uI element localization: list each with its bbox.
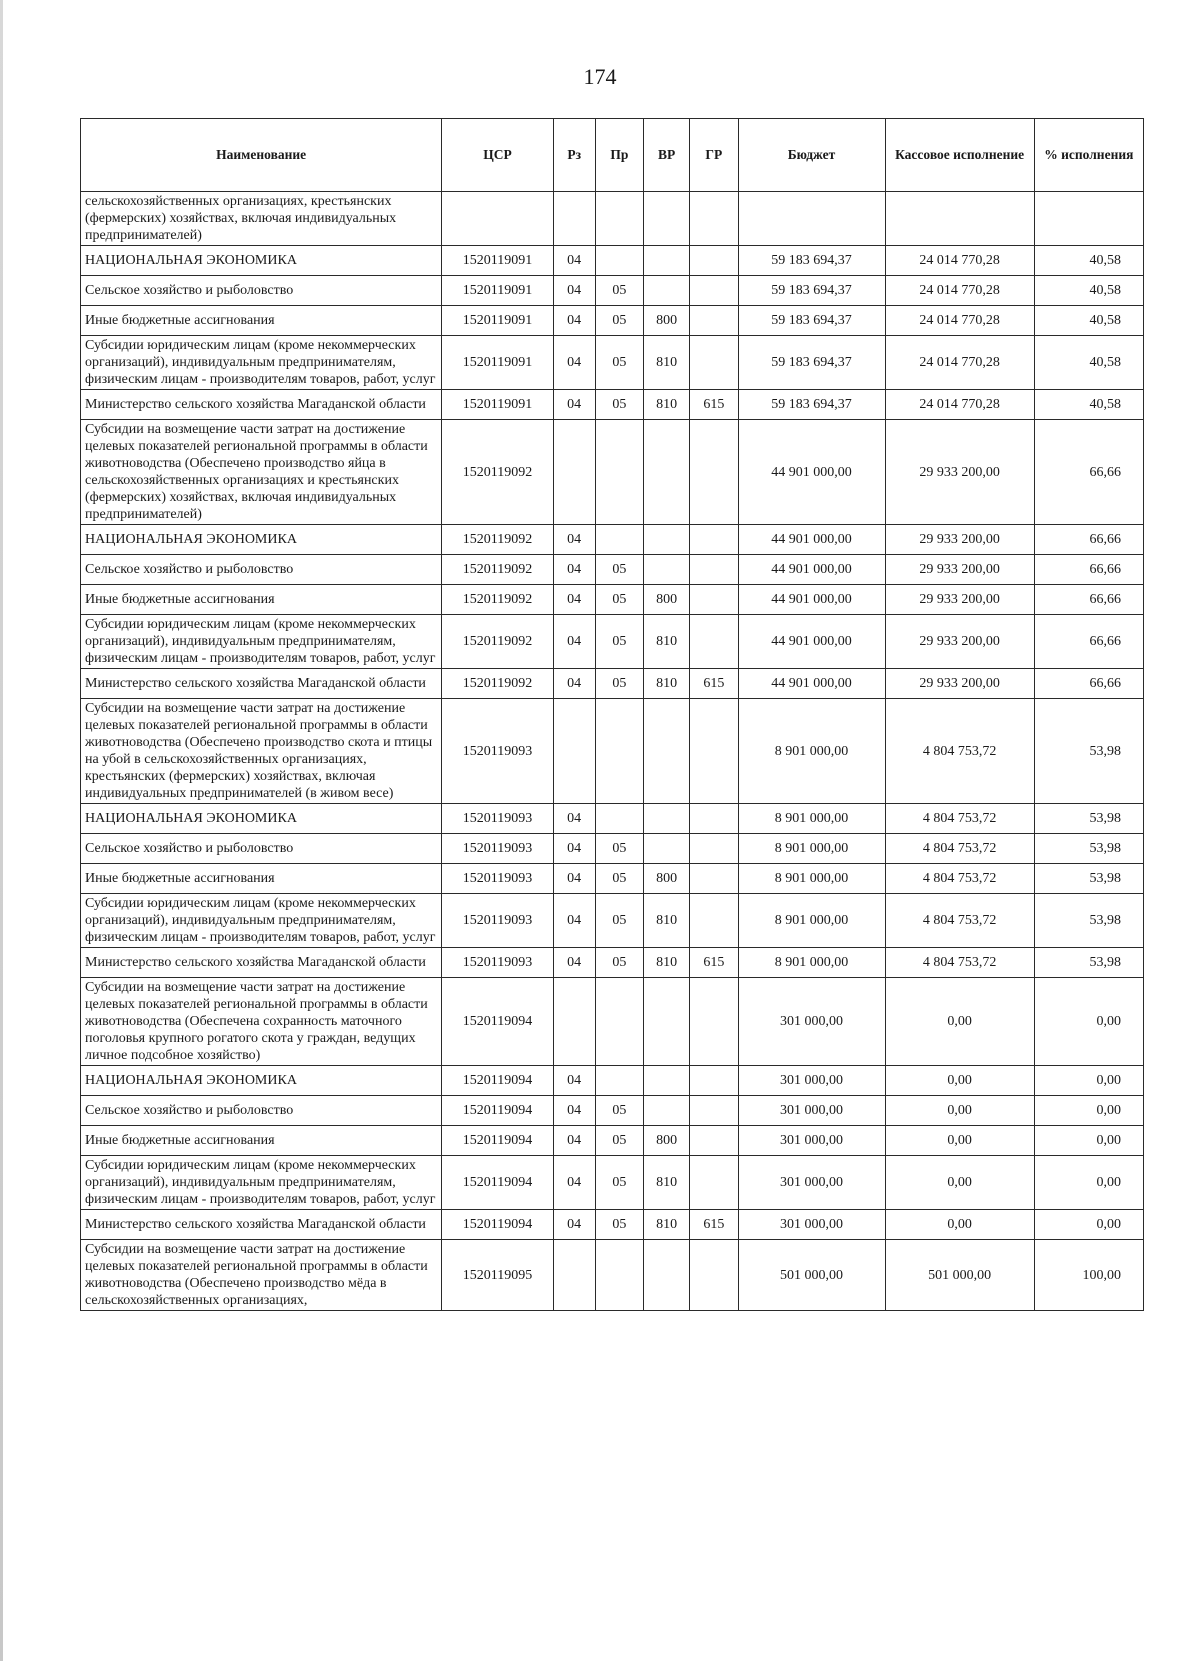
cell-vr: 810 xyxy=(643,615,689,669)
table-row xyxy=(81,525,1144,555)
cell-vr xyxy=(643,1096,689,1126)
cell-budget: 44 901 000,00 xyxy=(738,525,885,555)
cell-pr: 05 xyxy=(595,585,643,615)
cell-csr: 1520119094 xyxy=(442,1210,553,1240)
cell-gr xyxy=(690,699,738,804)
cell-cash: 0,00 xyxy=(885,1066,1034,1096)
cell-name: Иные бюджетные ассигнования xyxy=(81,1126,442,1156)
cell-name: сельскохозяйственных организациях, крестьянских (фермерских) хозяйствах, включая индивидуальных предпринимателей) xyxy=(81,192,442,246)
cell-budget: 8 901 000,00 xyxy=(738,804,885,834)
cell-pct: 66,66 xyxy=(1034,525,1143,555)
cell-pct: 66,66 xyxy=(1034,615,1143,669)
cell-pct: 40,58 xyxy=(1034,276,1143,306)
cell-csr: 1520119093 xyxy=(442,834,553,864)
cell-csr: 1520119092 xyxy=(442,555,553,585)
cell-rz: 04 xyxy=(553,1156,595,1210)
cell-cash: 0,00 xyxy=(885,978,1034,1066)
cell-pr: 05 xyxy=(595,1126,643,1156)
cell-gr xyxy=(690,834,738,864)
cell-cash: 24 014 770,28 xyxy=(885,276,1034,306)
cell-pct: 53,98 xyxy=(1034,699,1143,804)
cell-pr xyxy=(595,420,643,525)
cell-csr: 1520119093 xyxy=(442,699,553,804)
cell-budget: 301 000,00 xyxy=(738,1210,885,1240)
table-row xyxy=(81,336,1144,390)
cell-budget: 301 000,00 xyxy=(738,1126,885,1156)
cell-cash: 29 933 200,00 xyxy=(885,615,1034,669)
cell-pr xyxy=(595,192,643,246)
cell-pr: 05 xyxy=(595,834,643,864)
cell-rz: 04 xyxy=(553,834,595,864)
table-row xyxy=(81,978,1144,1066)
scan-edge xyxy=(0,0,3,1661)
cell-cash: 0,00 xyxy=(885,1156,1034,1210)
cell-rz: 04 xyxy=(553,1126,595,1156)
table-row xyxy=(81,306,1144,336)
cell-name: Иные бюджетные ассигнования xyxy=(81,585,442,615)
cell-cash: 0,00 xyxy=(885,1096,1034,1126)
cell-csr: 1520119092 xyxy=(442,615,553,669)
cell-name: Субсидии юридическим лицам (кроме некоммерческих организаций), индивидуальным предпринимателям, физическим лицам - производителям товаров, работ, услуг xyxy=(81,615,442,669)
cell-cash: 29 933 200,00 xyxy=(885,669,1034,699)
cell-name: НАЦИОНАЛЬНАЯ ЭКОНОМИКА xyxy=(81,804,442,834)
table-row xyxy=(81,1126,1144,1156)
table-row xyxy=(81,1210,1144,1240)
cell-gr xyxy=(690,420,738,525)
cell-cash: 24 014 770,28 xyxy=(885,390,1034,420)
table-row xyxy=(81,1156,1144,1210)
header-pct: % исполнения xyxy=(1034,119,1143,192)
cell-rz xyxy=(553,699,595,804)
cell-rz: 04 xyxy=(553,1210,595,1240)
cell-rz: 04 xyxy=(553,1066,595,1096)
cell-name: НАЦИОНАЛЬНАЯ ЭКОНОМИКА xyxy=(81,246,442,276)
cell-csr: 1520119094 xyxy=(442,1156,553,1210)
cell-pr xyxy=(595,1240,643,1311)
cell-pct: 40,58 xyxy=(1034,390,1143,420)
cell-vr xyxy=(643,555,689,585)
cell-budget: 44 901 000,00 xyxy=(738,615,885,669)
cell-cash: 29 933 200,00 xyxy=(885,420,1034,525)
cell-csr: 1520119091 xyxy=(442,390,553,420)
cell-budget: 301 000,00 xyxy=(738,978,885,1066)
cell-budget: 59 183 694,37 xyxy=(738,306,885,336)
table-row xyxy=(81,1066,1144,1096)
cell-csr: 1520119094 xyxy=(442,978,553,1066)
cell-rz xyxy=(553,1240,595,1311)
cell-vr: 810 xyxy=(643,948,689,978)
cell-csr: 1520119091 xyxy=(442,336,553,390)
cell-gr xyxy=(690,1126,738,1156)
cell-name: Сельское хозяйство и рыболовство xyxy=(81,1096,442,1126)
table-row xyxy=(81,864,1144,894)
table-row xyxy=(81,555,1144,585)
cell-csr: 1520119094 xyxy=(442,1096,553,1126)
cell-pct: 0,00 xyxy=(1034,1126,1143,1156)
cell-gr xyxy=(690,864,738,894)
cell-rz: 04 xyxy=(553,948,595,978)
cell-gr xyxy=(690,525,738,555)
cell-vr xyxy=(643,699,689,804)
cell-gr xyxy=(690,804,738,834)
cell-pr: 05 xyxy=(595,1156,643,1210)
cell-cash: 4 804 753,72 xyxy=(885,894,1034,948)
cell-name: Министерство сельского хозяйства Магаданской области xyxy=(81,1210,442,1240)
cell-vr: 810 xyxy=(643,669,689,699)
cell-gr xyxy=(690,276,738,306)
cell-name: Министерство сельского хозяйства Магаданской области xyxy=(81,948,442,978)
cell-pct: 100,00 xyxy=(1034,1240,1143,1311)
cell-rz: 04 xyxy=(553,246,595,276)
cell-budget: 59 183 694,37 xyxy=(738,390,885,420)
cell-rz: 04 xyxy=(553,864,595,894)
cell-pct: 66,66 xyxy=(1034,555,1143,585)
cell-vr: 810 xyxy=(643,336,689,390)
cell-pr: 05 xyxy=(595,864,643,894)
cell-vr xyxy=(643,525,689,555)
cell-name: Сельское хозяйство и рыболовство xyxy=(81,834,442,864)
cell-budget: 301 000,00 xyxy=(738,1156,885,1210)
cell-pr: 05 xyxy=(595,1096,643,1126)
cell-cash: 24 014 770,28 xyxy=(885,246,1034,276)
cell-csr: 1520119094 xyxy=(442,1066,553,1096)
cell-pr xyxy=(595,1066,643,1096)
cell-cash xyxy=(885,192,1034,246)
cell-gr xyxy=(690,585,738,615)
cell-vr xyxy=(643,804,689,834)
cell-pct: 66,66 xyxy=(1034,669,1143,699)
cell-budget: 59 183 694,37 xyxy=(738,336,885,390)
table-row xyxy=(81,192,1144,246)
cell-name: НАЦИОНАЛЬНАЯ ЭКОНОМИКА xyxy=(81,525,442,555)
cell-name: НАЦИОНАЛЬНАЯ ЭКОНОМИКА xyxy=(81,1066,442,1096)
cell-budget xyxy=(738,192,885,246)
cell-csr xyxy=(442,192,553,246)
table-row xyxy=(81,615,1144,669)
cell-pr: 05 xyxy=(595,306,643,336)
cell-name: Министерство сельского хозяйства Магаданской области xyxy=(81,390,442,420)
cell-pr: 05 xyxy=(595,555,643,585)
cell-vr xyxy=(643,420,689,525)
table-row xyxy=(81,1240,1144,1311)
cell-name: Субсидии юридическим лицам (кроме некоммерческих организаций), индивидуальным предпринимателям, физическим лицам - производителям товаров, работ, услуг xyxy=(81,1156,442,1210)
table-row xyxy=(81,585,1144,615)
cell-rz: 04 xyxy=(553,336,595,390)
cell-pct: 53,98 xyxy=(1034,948,1143,978)
cell-cash: 4 804 753,72 xyxy=(885,699,1034,804)
cell-rz: 04 xyxy=(553,306,595,336)
cell-pct: 40,58 xyxy=(1034,306,1143,336)
cell-budget: 8 901 000,00 xyxy=(738,948,885,978)
cell-vr xyxy=(643,834,689,864)
cell-budget: 8 901 000,00 xyxy=(738,864,885,894)
table-row xyxy=(81,276,1144,306)
cell-csr: 1520119092 xyxy=(442,669,553,699)
table-row xyxy=(81,894,1144,948)
cell-cash: 29 933 200,00 xyxy=(885,555,1034,585)
cell-vr xyxy=(643,1240,689,1311)
cell-budget: 8 901 000,00 xyxy=(738,834,885,864)
header-budget: Бюджет xyxy=(738,119,885,192)
header-vr: ВР xyxy=(643,119,689,192)
cell-cash: 24 014 770,28 xyxy=(885,306,1034,336)
cell-gr xyxy=(690,1156,738,1210)
cell-gr xyxy=(690,246,738,276)
cell-pr: 05 xyxy=(595,276,643,306)
cell-pct: 53,98 xyxy=(1034,804,1143,834)
cell-gr xyxy=(690,978,738,1066)
cell-budget: 8 901 000,00 xyxy=(738,699,885,804)
header-row xyxy=(81,119,1144,192)
cell-pct: 0,00 xyxy=(1034,1210,1143,1240)
cell-pct: 0,00 xyxy=(1034,978,1143,1066)
header-cash: Кассовое исполнение xyxy=(885,119,1034,192)
cell-pct: 0,00 xyxy=(1034,1156,1143,1210)
cell-rz: 04 xyxy=(553,804,595,834)
cell-csr: 1520119093 xyxy=(442,804,553,834)
cell-cash: 0,00 xyxy=(885,1126,1034,1156)
cell-gr: 615 xyxy=(690,1210,738,1240)
cell-cash: 29 933 200,00 xyxy=(885,525,1034,555)
cell-gr: 615 xyxy=(690,948,738,978)
budget-table xyxy=(80,118,1144,1311)
cell-csr: 1520119093 xyxy=(442,894,553,948)
cell-name: Сельское хозяйство и рыболовство xyxy=(81,276,442,306)
cell-pr: 05 xyxy=(595,390,643,420)
cell-pr: 05 xyxy=(595,615,643,669)
cell-gr xyxy=(690,1066,738,1096)
header-rz: Рз xyxy=(553,119,595,192)
cell-rz: 04 xyxy=(553,390,595,420)
cell-csr: 1520119093 xyxy=(442,948,553,978)
cell-gr xyxy=(690,192,738,246)
cell-name: Субсидии на возмещение части затрат на достижение целевых показателей региональной программы в области животноводства (Обеспечена сохранность маточного поголовья крупного рогатого скота у граждан, ведущих личное подсобное хозяйство) xyxy=(81,978,442,1066)
cell-gr xyxy=(690,336,738,390)
cell-vr: 800 xyxy=(643,864,689,894)
table-row xyxy=(81,699,1144,804)
cell-pr: 05 xyxy=(595,894,643,948)
cell-name: Иные бюджетные ассигнования xyxy=(81,306,442,336)
cell-pct: 53,98 xyxy=(1034,894,1143,948)
cell-name: Субсидии на возмещение части затрат на достижение целевых показателей региональной программы в области животноводства (Обеспечено производство скота и птицы на убой в сельскохозяйственных организациях, крестьянских (фермерских) хозяйствах, включая индивидуальных предпринимателей (в живом весе) xyxy=(81,699,442,804)
cell-pr: 05 xyxy=(595,1210,643,1240)
cell-csr: 1520119095 xyxy=(442,1240,553,1311)
cell-pct: 40,58 xyxy=(1034,246,1143,276)
cell-rz: 04 xyxy=(553,615,595,669)
table-row xyxy=(81,1096,1144,1126)
cell-gr: 615 xyxy=(690,669,738,699)
cell-gr xyxy=(690,894,738,948)
cell-cash: 4 804 753,72 xyxy=(885,804,1034,834)
cell-gr xyxy=(690,1240,738,1311)
cell-csr: 1520119092 xyxy=(442,585,553,615)
cell-name: Сельское хозяйство и рыболовство xyxy=(81,555,442,585)
cell-name: Субсидии юридическим лицам (кроме некоммерческих организаций), индивидуальным предпринимателям, физическим лицам - производителям товаров, работ, услуг xyxy=(81,894,442,948)
cell-budget: 59 183 694,37 xyxy=(738,276,885,306)
cell-pr: 05 xyxy=(595,669,643,699)
page-number: 174 xyxy=(583,64,617,89)
cell-vr: 810 xyxy=(643,894,689,948)
cell-name: Иные бюджетные ассигнования xyxy=(81,864,442,894)
cell-budget: 301 000,00 xyxy=(738,1066,885,1096)
cell-csr: 1520119093 xyxy=(442,864,553,894)
cell-rz: 04 xyxy=(553,894,595,948)
cell-rz: 04 xyxy=(553,276,595,306)
cell-name: Субсидии на возмещение части затрат на достижение целевых показателей региональной программы в области животноводства (Обеспечено производство яйца в сельскохозяйственных организациях и крестьянских (фермерских) хозяйствах, включая индивидуальных предпринимателей) xyxy=(81,420,442,525)
cell-pct xyxy=(1034,192,1143,246)
cell-gr: 615 xyxy=(690,390,738,420)
header-csr: ЦСР xyxy=(442,119,553,192)
cell-budget: 44 901 000,00 xyxy=(738,555,885,585)
header-gr: ГР xyxy=(690,119,738,192)
cell-budget: 8 901 000,00 xyxy=(738,894,885,948)
cell-csr: 1520119092 xyxy=(442,420,553,525)
table-row xyxy=(81,948,1144,978)
cell-rz: 04 xyxy=(553,555,595,585)
cell-budget: 44 901 000,00 xyxy=(738,669,885,699)
cell-budget: 501 000,00 xyxy=(738,1240,885,1311)
cell-pr xyxy=(595,699,643,804)
cell-budget: 44 901 000,00 xyxy=(738,420,885,525)
cell-pr xyxy=(595,978,643,1066)
cell-gr xyxy=(690,555,738,585)
cell-csr: 1520119094 xyxy=(442,1126,553,1156)
cell-vr xyxy=(643,246,689,276)
cell-budget: 59 183 694,37 xyxy=(738,246,885,276)
header-name: Наименование xyxy=(81,119,442,192)
cell-vr: 810 xyxy=(643,1210,689,1240)
cell-rz xyxy=(553,978,595,1066)
cell-rz xyxy=(553,192,595,246)
cell-vr: 800 xyxy=(643,306,689,336)
cell-csr: 1520119091 xyxy=(442,306,553,336)
cell-pct: 40,58 xyxy=(1034,336,1143,390)
cell-pct: 66,66 xyxy=(1034,585,1143,615)
cell-csr: 1520119091 xyxy=(442,276,553,306)
cell-pct: 0,00 xyxy=(1034,1096,1143,1126)
cell-gr xyxy=(690,615,738,669)
cell-pr: 05 xyxy=(595,336,643,390)
cell-pct: 53,98 xyxy=(1034,864,1143,894)
cell-cash: 501 000,00 xyxy=(885,1240,1034,1311)
cell-pct: 66,66 xyxy=(1034,420,1143,525)
cell-vr: 810 xyxy=(643,1156,689,1210)
cell-vr xyxy=(643,978,689,1066)
cell-rz: 04 xyxy=(553,525,595,555)
cell-pr xyxy=(595,804,643,834)
cell-csr: 1520119091 xyxy=(442,246,553,276)
cell-pr: 05 xyxy=(595,948,643,978)
cell-name: Субсидии на возмещение части затрат на достижение целевых показателей региональной программы в области животноводства (Обеспечено производство мёда в сельскохозяйственных организациях, xyxy=(81,1240,442,1311)
table-row xyxy=(81,390,1144,420)
cell-rz: 04 xyxy=(553,669,595,699)
cell-vr xyxy=(643,1066,689,1096)
cell-pct: 0,00 xyxy=(1034,1066,1143,1096)
cell-cash: 24 014 770,28 xyxy=(885,336,1034,390)
table-row xyxy=(81,834,1144,864)
cell-gr xyxy=(690,306,738,336)
cell-vr: 810 xyxy=(643,390,689,420)
cell-pr xyxy=(595,246,643,276)
cell-budget: 44 901 000,00 xyxy=(738,585,885,615)
cell-vr xyxy=(643,192,689,246)
cell-vr: 800 xyxy=(643,585,689,615)
table-row xyxy=(81,669,1144,699)
cell-name: Министерство сельского хозяйства Магаданской области xyxy=(81,669,442,699)
cell-rz: 04 xyxy=(553,1096,595,1126)
table-row xyxy=(81,246,1144,276)
cell-pr xyxy=(595,525,643,555)
cell-csr: 1520119092 xyxy=(442,525,553,555)
cell-rz xyxy=(553,420,595,525)
cell-cash: 0,00 xyxy=(885,1210,1034,1240)
cell-pct: 53,98 xyxy=(1034,834,1143,864)
cell-cash: 29 933 200,00 xyxy=(885,585,1034,615)
cell-name: Субсидии юридическим лицам (кроме некоммерческих организаций), индивидуальным предпринимателям, физическим лицам - производителям товаров, работ, услуг xyxy=(81,336,442,390)
cell-vr: 800 xyxy=(643,1126,689,1156)
cell-cash: 4 804 753,72 xyxy=(885,864,1034,894)
cell-vr xyxy=(643,276,689,306)
cell-budget: 301 000,00 xyxy=(738,1096,885,1126)
header-pr: Пр xyxy=(595,119,643,192)
table-row xyxy=(81,804,1144,834)
cell-gr xyxy=(690,1096,738,1126)
cell-cash: 4 804 753,72 xyxy=(885,834,1034,864)
cell-cash: 4 804 753,72 xyxy=(885,948,1034,978)
cell-rz: 04 xyxy=(553,585,595,615)
table-row xyxy=(81,420,1144,525)
